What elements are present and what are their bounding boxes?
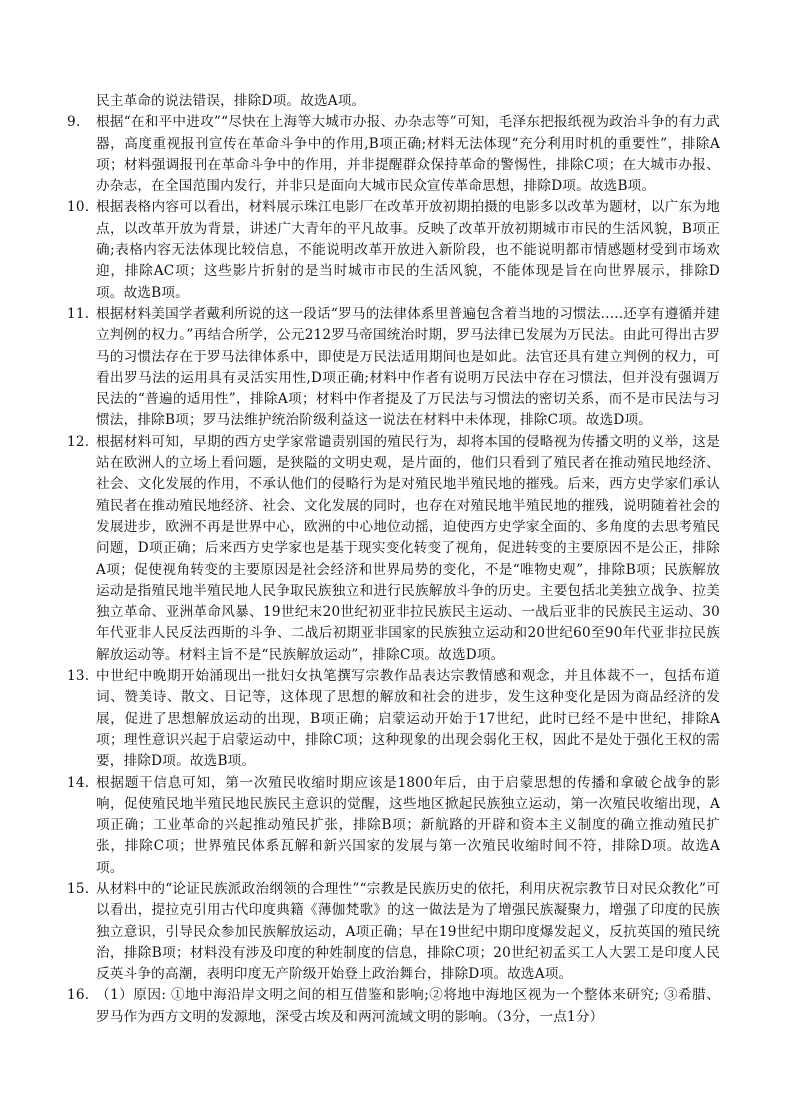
item-number: 16. [67,987,90,1004]
item-text: 根据材料可知，早期的西方史学家常谴责别国的殖民行为，却将本国的侵略视为传播文明的义举，这是站在欧洲人的立场上看问题，是狭隘的文明史观，是片面的，他们只看到了殖民者在推动殖民地经济、社会、文化发展的作用，不承认他们的侵略行为是对殖民地半殖民地的摧残。后来，西方史学家们承认殖民者在推动殖民地经济、社会、文化发展的同时，也存在对殖民地半殖民地的摧残，说明随着社会的发展进步，欧洲不再是世界中心，欧洲的中心地位动摇，迫使西方史学家全面的、多角度的去思考殖民问题，D项正确；后来西方史学家也是基于现实变化转变了视角，促进转变的主要原因不是公正，排除A项；促使视角转变的主要原因是社会经济和世界局势的变化，不是“唯物史观”，排除B项；民族解放运动是指殖民地半殖民地人民争取民族独立和进行民族解放斗争的历史。主要包括北美独立战争、拉美独立革命、亚洲革命风暴、19世纪末20世纪初亚非拉民族民主运动、一战后亚非的民族民主运动、30年代亚非人民反法西斯的斗争、二战后初期亚非国家的民族独立运动和20世纪60至90年代亚非拉民族解放运动等。材料主旨不是“民族解放运动”，排除C项。故选D项。 [96,433,720,663]
item-text: 从材料中的“论证民族派政治纲领的合理性”“宗教是民族历史的依托，利用庆祝宗教节日对民众教化”可以看出，提拉克引用古代印度典籍《薄伽梵歌》的这一做法是为了增强民族凝聚力，增强了印度的民族独立意识，引导民众参加民族解放运动，A项正确；早在19世纪中期印度爆发起义，反抗英国的殖民统治，排除B项；材料没有涉及印度的种姓制度的信息，排除C项；20世纪初孟买工人大罢工是印度人民反英斗争的高潮，表明印度无产阶级开始登上政治舞台，排除D项。故选A项。 [96,880,720,983]
answer-item-16 [67,985,720,1028]
item-text: 根据“在和平中进攻”“尽快在上海等大城市办报、办杂志等”可知，毛泽东把报纸视为政治斗争的有力武器，高度重视报刊宣传在革命斗争中的作用,B项正确;材料无法体现“充分利用时机的重要性”，排除A项；材料强调报刊在革命斗争中的作用，并非提醒群众保持革命的警惕性，排除C项；在大城市办报、办杂志，在全国范围内发行，并非只是面向大城市民众宣传革命思想，排除D项。故选B项。 [96,114,720,195]
answer-item-10 [67,197,720,303]
item-text: （1）原因: ①地中海沿岸文明之间的相互借鉴和影响;②将地中海地区视为一个整体来研究; ③希腊、罗马作为西方文明的发源地，深受古埃及和两河流域文明的影响。（3分，一点1分） [96,987,720,1025]
answer-item-9 [67,112,720,197]
answer-item-15 [67,879,720,985]
item-number: 13. [67,668,90,685]
item-text: 根据材料美国学者戴利所说的这一段话“罗马的法律体系里普遍包含着当地的习惯法.....还享有遵循并建立判例的权力。”再结合所学，公元212罗马帝国统治时期，罗马法律已发展为万民法。由此可得出古罗马的习惯法存在于罗马法律体系中，即使是万民法适用期间也是如此。法官还具有建立判例的权力，可看出罗马法的运用具有灵活实用性,D项正确;材料中作者有说明万民法中存在习惯法，但并没有强调万民法的“普遍的适用性”，排除A项；材料中作者提及了万民法与习惯法的密切关系，而不是市民法与习惯法，排除B项；罗马法维护统治阶级利益这一说法在材料中未体现，排除C项。故选D项。 [96,305,720,429]
answer-item-13 [67,666,720,772]
item-text: 根据表格内容可以看出，材料展示珠江电影厂在改革开放初期拍摄的电影多以改革为题材，以广东为地点，以改革开放为背景，讲述广大青年的平凡故事。反映了改革开放初期城市市民的生活风貌，B项正确;表格内容无法体现比较信息，不能说明改革开放进入新阶段，也不能说明都市情感题材受到市场欢迎，排除AC项；这些影片折射的是当时城市市民的生活风貌，不能体现是旨在向世界展示，排除D项。故选B项。 [96,199,720,301]
item-text: 中世纪中晚期开始涌现出一批妇女执笔撰写宗教作品表达宗教情感和观念，并且体裁不一，包括布道词、赞美诗、散文、日记等，这体现了思想的解放和社会的进步，发生这种变化是因为商品经济的发展，促进了思想解放运动的出现，B项正确；启蒙运动开始于17世纪，此时已经不是中世纪，排除A项；理性意识兴起于启蒙运动中，排除C项；这种现象的出现会弱化王权，因此不是处于强化王权的需要，排除D项。故选B项。 [96,668,720,770]
continuation-paragraph: 民主革命的说法错误，排除D项。故选A项。 [96,93,366,109]
item-number: 11. [67,305,90,322]
answer-item-12 [67,432,720,666]
item-number: 15. [67,880,90,897]
item-number: 10. [67,199,90,216]
answer-content [67,91,720,1028]
item-text: 根据题干信息可知，第一次殖民收缩时期应该是1800年后，由于启蒙思想的传播和拿破仑战争的影响，促使殖民地半殖民地民族民主意识的觉醒，这些地区掀起民族独立运动，第一次殖民收缩出现，A项正确；工业革命的兴起推动殖民扩张，排除B项；新航路的开辟和资本主义制度的确立推动殖民扩张，排除C项；世界殖民体系瓦解和新兴国家的发展与第一次殖民收缩时间不符，排除D项。故选A项。 [96,774,720,876]
item-number: 12. [67,433,90,450]
answer-item-14 [67,773,720,879]
answer-item-11 [67,304,720,432]
item-number: 9. [67,114,81,131]
item-number: 14. [67,774,90,791]
